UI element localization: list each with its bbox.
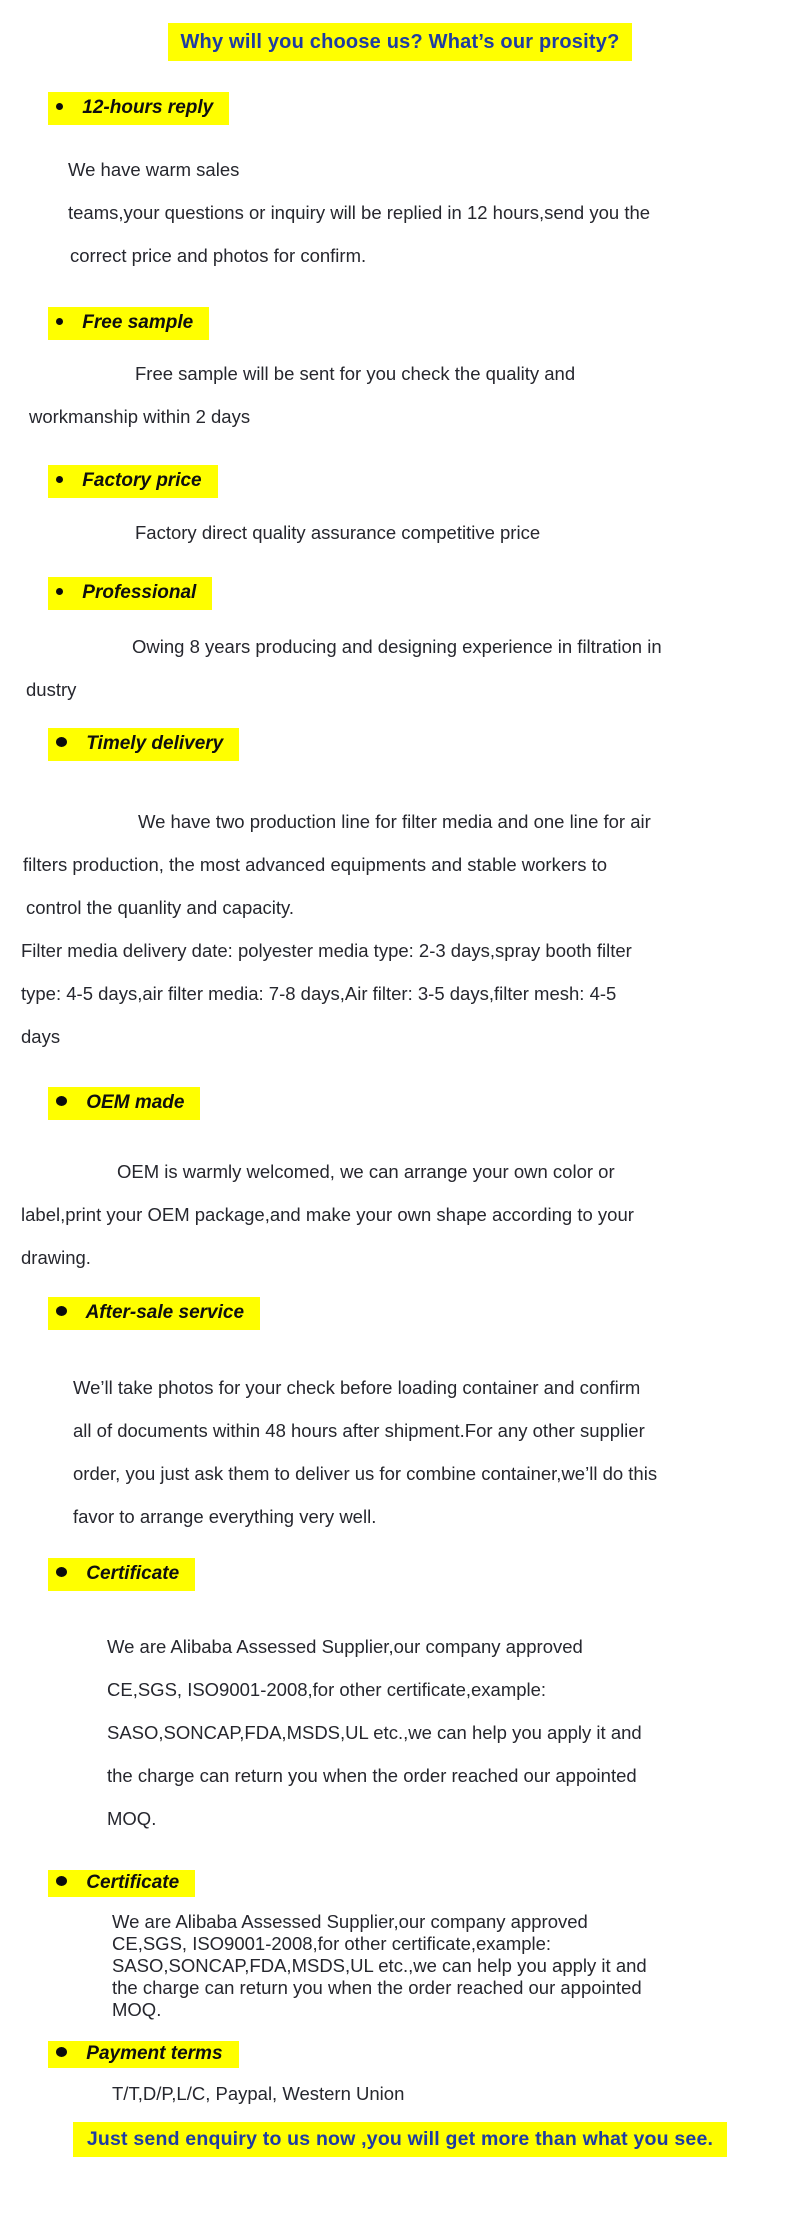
bullet-icon — [56, 737, 67, 747]
section — [0, 465, 800, 554]
section-heading-row — [48, 307, 800, 340]
section-body — [0, 1911, 800, 2021]
section-heading-row — [48, 728, 800, 761]
body-line: control the quanlity and capacity. — [26, 897, 295, 918]
body-line: days — [21, 1026, 61, 1047]
section-heading-label: Factory price — [82, 470, 202, 491]
section — [0, 2041, 800, 2112]
section-heading-row — [48, 1297, 800, 1330]
bullet-icon — [56, 1096, 67, 1106]
body-line: MOQ. — [107, 1808, 157, 1829]
body-line: favor to arrange everything very well. — [73, 1506, 377, 1527]
section-body — [0, 1366, 800, 1538]
bullet-icon — [56, 1876, 67, 1886]
bullet-icon — [56, 476, 63, 483]
section-heading-label: Certificate — [86, 1872, 180, 1893]
section-heading-highlight — [48, 1558, 195, 1591]
section-heading-row — [48, 465, 800, 498]
section-heading-label: Certificate — [86, 1563, 180, 1584]
section-heading-highlight — [48, 1870, 195, 1897]
section-body — [0, 1150, 800, 1279]
body-line: teams,your questions or inquiry will be replied in 12 hours,send you the — [68, 202, 651, 223]
body-line: We are Alibaba Assessed Supplier,our company approved — [112, 1911, 588, 1932]
section — [0, 1870, 800, 2021]
section-heading-row — [48, 577, 800, 610]
body-line: T/T,D/P,L/C, Paypal, Western Union — [112, 2083, 405, 2104]
section — [0, 1558, 800, 1840]
bullet-icon — [56, 1567, 67, 1577]
body-line: order, you just ask them to deliver us for combine container,we’ll do this — [73, 1463, 658, 1484]
body-line: We’ll take photos for your check before loading container and confirm — [73, 1377, 641, 1398]
body-line: label,print your OEM package,and make your own shape according to your — [21, 1204, 634, 1225]
body-line: drawing. — [21, 1247, 91, 1268]
section-heading-row — [48, 1870, 800, 1897]
section-heading-highlight — [48, 465, 218, 498]
page-title: Why will you choose us? What’s our prosity? — [168, 23, 631, 61]
body-line: Filter media delivery date: polyester media type: 2-3 days,spray booth filter — [21, 940, 632, 961]
section-heading-label: OEM made — [86, 1092, 185, 1113]
bullet-icon — [56, 103, 63, 110]
section — [0, 92, 800, 277]
section-heading-row — [48, 2041, 800, 2068]
bullet-icon — [56, 2047, 67, 2057]
section-heading-highlight — [48, 1087, 200, 1120]
section — [0, 1087, 800, 1279]
body-line: the charge can return you when the order reached our appointed — [112, 1977, 642, 1998]
section-heading-highlight — [48, 728, 239, 761]
bullet-icon — [56, 1306, 67, 1316]
section-heading-highlight — [48, 307, 209, 340]
body-line: Free sample will be sent for you check the quality and — [135, 363, 576, 384]
section-heading-label: Payment terms — [86, 2043, 223, 2064]
body-line: Factory direct quality assurance competitive price — [135, 522, 541, 543]
bullet-icon — [56, 588, 63, 595]
body-line: OEM is warmly welcomed, we can arrange your own color or — [117, 1161, 615, 1182]
body-line: We are Alibaba Assessed Supplier,our company approved — [107, 1636, 583, 1657]
body-line: dustry — [26, 679, 77, 700]
body-line: We have warm sales — [68, 159, 240, 180]
body-line: type: 4-5 days,air filter media: 7-8 days,Air filter: 3-5 days,filter mesh: 4-5 — [21, 983, 617, 1004]
body-line: workmanship within 2 days — [29, 406, 251, 427]
section-heading-label: Timely delivery — [86, 733, 224, 754]
section — [0, 307, 800, 438]
body-line: the charge can return you when the order reached our appointed — [107, 1765, 637, 1786]
body-line: MOQ. — [112, 1999, 162, 2020]
body-line: CE,SGS, ISO9001-2008,for other certificate,example: — [112, 1933, 552, 1954]
body-line: We have two production line for filter media and one line for air — [138, 811, 651, 832]
body-line: Owing 8 years producing and designing experience in filtration in — [132, 636, 662, 657]
section-heading-highlight — [48, 1297, 260, 1330]
section-body — [0, 2076, 800, 2112]
footer-callout: Just send enquiry to us now ,you will get more than what you see. — [73, 2122, 727, 2157]
body-line: all of documents within 48 hours after shipment.For any other supplier — [73, 1420, 645, 1441]
body-line: correct price and photos for confirm. — [70, 245, 367, 266]
section-body — [0, 1625, 800, 1840]
section-heading-highlight — [48, 577, 212, 610]
section-body — [0, 625, 800, 711]
section-heading-label: Professional — [82, 582, 197, 603]
section-heading-highlight — [48, 92, 229, 125]
footer-row — [0, 2122, 800, 2157]
body-line: filters production, the most advanced equipments and stable workers to — [23, 854, 608, 875]
section-heading-row — [48, 1558, 800, 1591]
section-heading-row — [48, 92, 800, 125]
section-heading-row — [48, 1087, 800, 1120]
section-body — [0, 352, 800, 438]
section-heading-label: Free sample — [82, 312, 194, 333]
section-body — [0, 148, 800, 277]
section — [0, 577, 800, 711]
body-line: SASO,SONCAP,FDA,MSDS,UL etc.,we can help you apply it and — [112, 1955, 647, 1976]
section-heading-highlight — [48, 2041, 239, 2068]
body-line: SASO,SONCAP,FDA,MSDS,UL etc.,we can help you apply it and — [107, 1722, 642, 1743]
section-body — [0, 800, 800, 1058]
sections-container — [0, 92, 800, 2112]
section-body — [0, 511, 800, 554]
bullet-icon — [56, 318, 63, 325]
section-heading-label: After-sale service — [85, 1302, 245, 1323]
section-heading-label: 12-hours reply — [82, 97, 214, 118]
body-line: CE,SGS, ISO9001-2008,for other certificate,example: — [107, 1679, 547, 1700]
page-title-row — [0, 23, 800, 61]
section — [0, 1297, 800, 1538]
section — [0, 728, 800, 1058]
